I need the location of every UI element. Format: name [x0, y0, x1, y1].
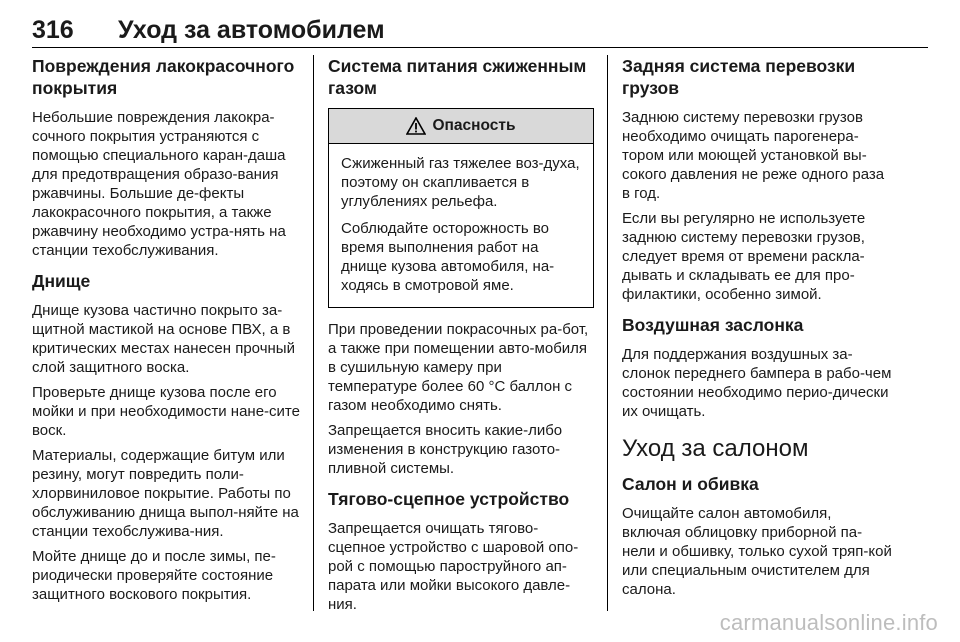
paragraph-paint-damage: Небольшие повреждения лакокра-сочного покрытия устраняются с помощью специального каран-даша для предотвращения образо-вания ржавчины. Большие де-фекты лакокрасочного покрытия, а также ржавчину необходимо устра-нять на станции техобслуживания. [32, 109, 286, 259]
page-number: 316 [32, 16, 74, 44]
danger-box-title: Опасность [432, 117, 516, 134]
warning-triangle-icon [406, 117, 426, 135]
paragraph-rear-carrier-1: Заднюю систему перевозки грузов необходимо очищать парогенера-тором или моющей установкой вы-сокого давления не реже одного раза в год. [622, 109, 885, 202]
paragraph-tow-hitch: Запрещается очищать тягово-сцепное устройство с шаровой опо-рой с помощью пароструйного ап-парата или мойки высокого давле-ния. [328, 520, 579, 613]
paragraph-upholstery: Очищайте салон автомобиля, включая облицовку приборной па-нели и обшивку, только сухой тряп-кой или специальным очистителем для салона. [622, 505, 892, 598]
paragraph-underbody-3: Материалы, содержащие битум или резину, могут повредить поли-хлорвиниловое покрытие. Работы по обслуживанию днища выпол-няйте на станции техобслужива-ния. [32, 447, 299, 540]
column-1 [32, 55, 300, 610]
paragraph-underbody-1: Днище кузова частично покрыто за-щитной мастикой на основе ПВХ, а в критических местах нанесен прочный слой защитного воска. [32, 302, 295, 376]
column-2 [328, 55, 594, 620]
danger-paragraph-2: Соблюдайте осторожность во время выполнения работ на днище кузова автомобиля, на-ходясь в смотровой яме. [341, 220, 555, 294]
column-divider-1 [313, 55, 314, 611]
paragraph-lpg-2: Запрещается вносить какие-либо изменения в конструкцию газото-пливной системы. [328, 422, 563, 477]
page-header [32, 10, 928, 46]
column-3 [622, 55, 892, 605]
watermark: carmanualsonline.info [719, 610, 938, 635]
heading-interior-care: Уход за салоном [622, 435, 809, 462]
column-divider-2 [607, 55, 608, 611]
paragraph-underbody-2: Проверьте днище кузова после его мойки и при необходимости нане-сите воск. [32, 384, 300, 439]
danger-paragraph-1: Сжиженный газ тяжелее воз-духа, поэтому он скапливается в углублениях рельефа. [341, 155, 580, 210]
paragraph-underbody-4: Мойте днище до и после зимы, пе-риодически проверяйте состояние защитного воскового покрытия. [32, 548, 276, 603]
heading-rear-carrier: Задняя система перевозки грузов [622, 56, 856, 98]
paragraph-rear-carrier-2: Если вы регулярно не используете заднюю систему перевозки грузов, следует время от времени раскла-дывать и складывать ее для про-филактики, особенно зимой. [622, 210, 866, 303]
heading-lpg-system: Система питания сжиженным газом [328, 56, 587, 98]
heading-underbody: Днище [32, 271, 91, 291]
danger-box-header [329, 109, 593, 144]
danger-box-body [329, 144, 593, 307]
page-title: Уход за автомобилем [118, 16, 385, 44]
heading-air-flap: Воздушная заслонка [622, 315, 804, 335]
heading-tow-hitch: Тягово-сцепное устройство [328, 489, 570, 509]
paragraph-air-flap: Для поддержания воздушных за-слонок переднего бампера в рабо-чем состоянии необходимо перио-дически их очищать. [622, 346, 892, 420]
danger-box [328, 108, 594, 308]
heading-paint-damage: Повреждения лакокрасочного покрытия [32, 56, 295, 98]
header-rule [32, 47, 928, 48]
heading-upholstery: Салон и обивка [622, 474, 759, 494]
paragraph-lpg-1: При проведении покрасочных ра-бот, а также при помещении авто-мобиля в сушильную камеру при температуре более 60 °C баллон с газом необходимо снять. [328, 321, 589, 414]
